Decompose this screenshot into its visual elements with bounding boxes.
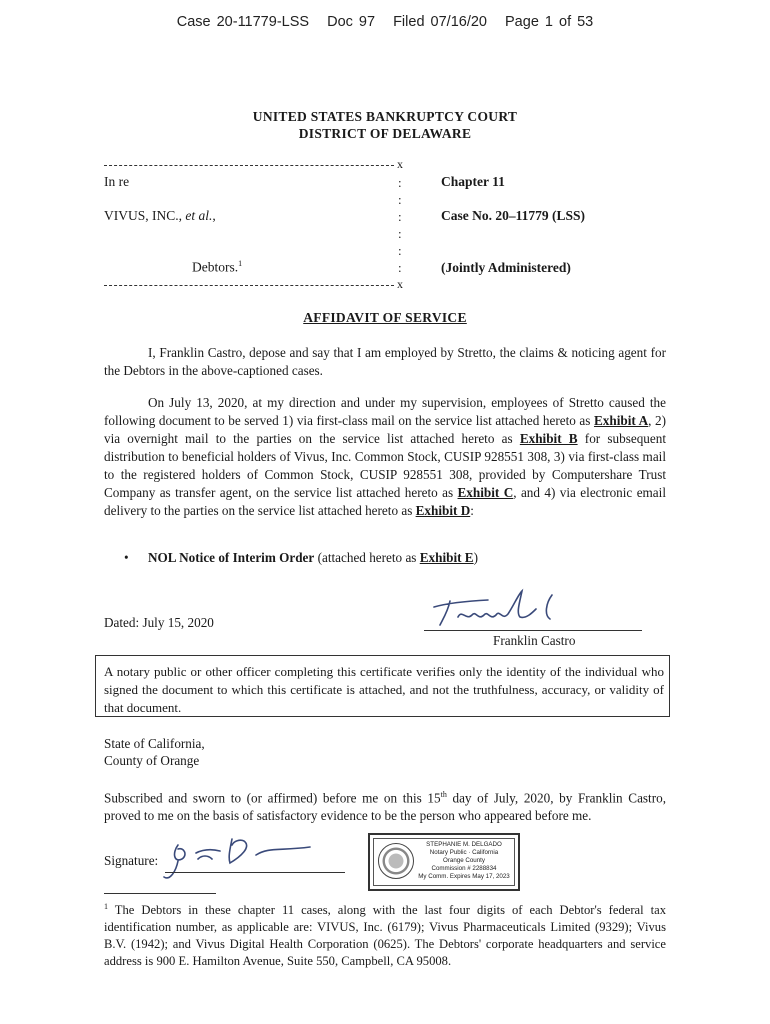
caption-colon: : bbox=[398, 226, 402, 241]
filed-date: Filed 07/16/20 bbox=[393, 14, 487, 30]
ecf-header bbox=[0, 14, 770, 30]
footnote-rule bbox=[104, 893, 216, 894]
debtors-label: Debtors.$^1$ bbox=[192, 259, 243, 275]
venue-state: State of California, bbox=[104, 736, 205, 751]
exhibit-a-ref: Exhibit A bbox=[593, 413, 649, 428]
caption-top-rule bbox=[104, 165, 394, 166]
exhibit-e-ref: Exhibit E bbox=[419, 550, 474, 565]
caption-colon: : bbox=[398, 209, 402, 224]
court-heading bbox=[0, 108, 770, 142]
caption-bottom-rule bbox=[104, 285, 394, 286]
affiant-name: Franklin Castro bbox=[493, 633, 576, 648]
bullet-icon: • bbox=[124, 550, 129, 565]
state-seal-icon bbox=[378, 843, 414, 879]
chapter-label: Chapter 11 bbox=[441, 174, 505, 189]
exhibit-d-ref: Exhibit D bbox=[415, 503, 471, 518]
exhibit-b-ref: Exhibit B bbox=[519, 431, 578, 446]
notary-stamp-text: STEPHANIE M. DELGADO Notary Public · California Orange County Commission # 2288834 My Comm. Expires May 17, 2023 bbox=[418, 841, 510, 880]
notary-signature-label: Signature: bbox=[104, 853, 159, 868]
case-number: Case 20-11779-LSS bbox=[176, 14, 310, 30]
served-document-item: • NOL Notice of Interim Order (attached hereto as Exhibit E) bbox=[124, 550, 479, 565]
exhibit-c-ref: Exhibit C bbox=[457, 485, 514, 500]
case-no-label: Case No. 20–11779 (LSS) bbox=[441, 208, 586, 223]
caption-x-top: x bbox=[397, 157, 403, 171]
paragraph-employment: I, Franklin Castro, depose and say that I am employed by Stretto, the claims & noticing agent for the Debtors in the above-captioned cases. bbox=[104, 345, 666, 378]
jointly-administered-label: (Jointly Administered) bbox=[441, 260, 571, 275]
notary-signature-graphic bbox=[160, 833, 325, 885]
affiant-signature-line bbox=[424, 630, 642, 631]
caption-colon: : bbox=[398, 192, 402, 207]
paragraph-service: On July 13, 2020, at my direction and under my supervision, employees of Stretto caused the following document to be served 1) via first-class mail on the service list attached hereto as Exhibit A, 2) via overnight mail to the parties on the service list attached hereto as Exhibit B for subsequent distribution to beneficial holders of Vivus, Inc. Common Stock, CUSIP 928551 308, 3) via first-class mail to the registered holders of Common Stock, CUSIP 928551 308, provided by Computershare Trust Company as transfer agent, on the service list attached hereto as Exhibit C, and 4) via electronic email delivery to the parties on the service list attached hereto as Exhibit D: bbox=[104, 395, 666, 518]
notary-stamp bbox=[368, 833, 520, 891]
caption-colon: : bbox=[398, 243, 402, 258]
debtor-name: VIVUS, INC., et al., bbox=[104, 208, 216, 223]
court-name: UNITED STATES BANKRUPTCY COURT bbox=[252, 109, 518, 124]
caption-colon: : bbox=[398, 260, 402, 275]
caption-x-bottom: x bbox=[397, 277, 403, 291]
footnote: $^1$ The Debtors in these chapter 11 cases, along with the last four digits of each Debtor's federal tax identification number, as applicable are: VIVUS, Inc. (6179); Vivus Pharmaceuticals Limited (9329); Vivus B.V. (1942); and Vivus Digital Health Corporation (0625). The Debtors' corporate headquarters and service address is 900 E. Hamilton Avenue, Suite 550, Campbell, CA 95008. bbox=[104, 902, 666, 969]
page-count: Page 1 of 53 bbox=[505, 14, 594, 30]
dated-line: Dated: July 15, 2020 bbox=[104, 615, 214, 630]
in-re-label: In re bbox=[104, 174, 130, 189]
venue-county: County of Orange bbox=[104, 753, 200, 768]
doc-number: Doc 97 bbox=[327, 14, 376, 30]
notary-notice-text: A notary public or other officer completing this certificate verifies only the identity of the individual who signed the document to which this certificate is attached, and not the truthfulness, accuracy, or validity of that document. bbox=[104, 664, 664, 715]
court-district: DISTRICT OF DELAWARE bbox=[298, 126, 472, 141]
caption-colon: : bbox=[398, 175, 402, 190]
document-title: AFFIDAVIT OF SERVICE bbox=[303, 310, 467, 325]
notary-signature-line bbox=[165, 872, 345, 873]
jurat-paragraph: Subscribed and sworn to (or affirmed) before me on this 15th day of July, 2020, by Franklin Castro, proved to me on the basis of satisfactory evidence to be the person who appeared before me. bbox=[104, 790, 666, 824]
affiant-signature-graphic bbox=[428, 585, 608, 633]
venue bbox=[104, 735, 205, 769]
